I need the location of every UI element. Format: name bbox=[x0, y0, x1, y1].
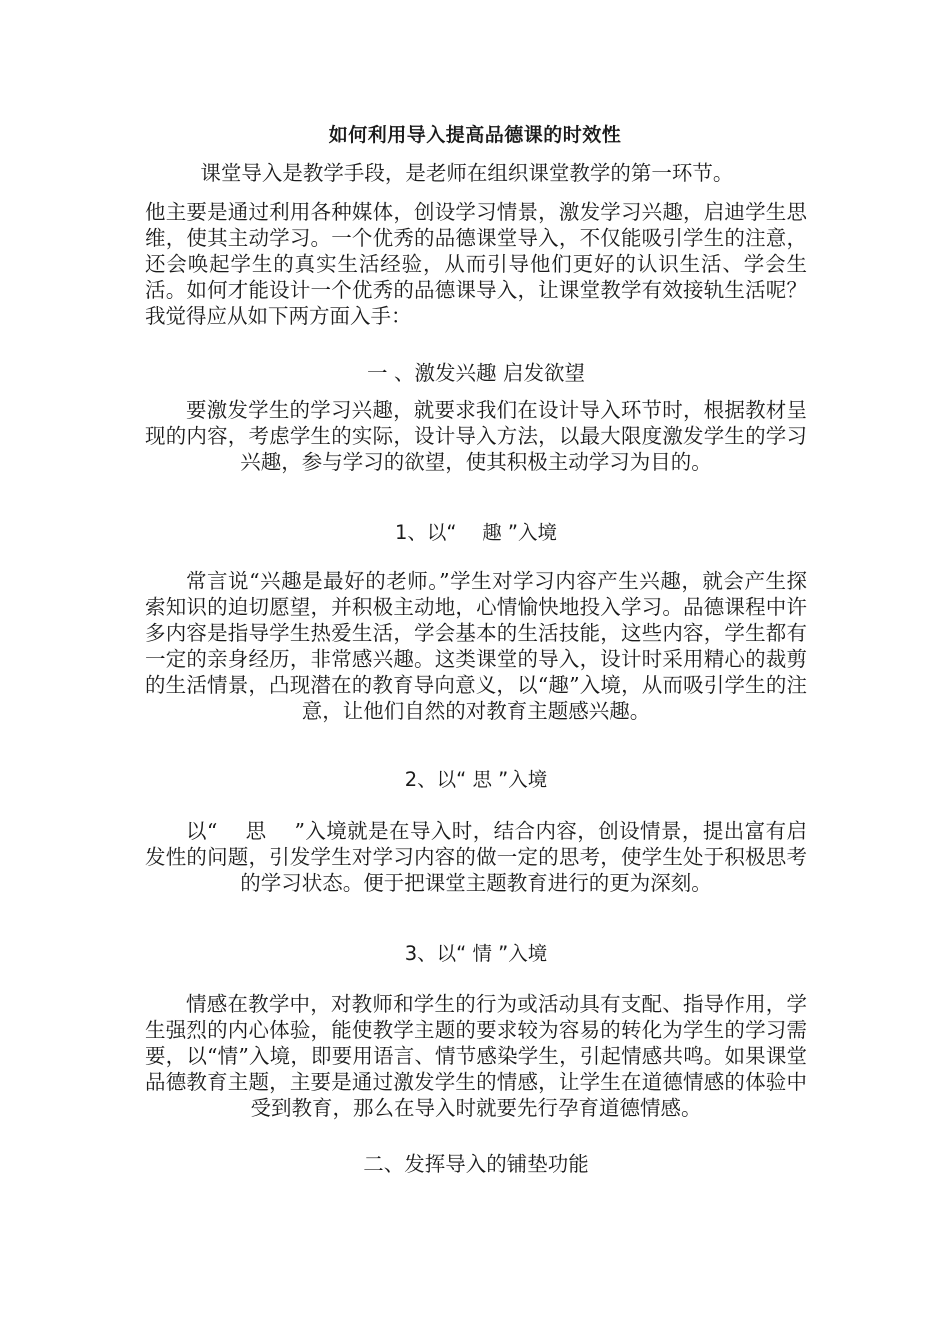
subsection-3-heading: 3、以“ 情 ”入境 bbox=[404, 942, 548, 965]
document-title: 如何利用导入提高品德课的时效性 bbox=[328, 124, 622, 146]
section-1-paragraph: 要激发学生的学习兴趣，就要求我们在设计导入环节时，根据教材呈现的内容，考虑学生的实际，设计导入方法，以最大限度激发学生的学习兴趣，参与学习的欲望，使其积极主动学习为目的。 bbox=[145, 398, 807, 474]
subsection-2-paragraph: 以“ 思 ”入境就是在导入时，结合内容，创设情景，提出富有启发性的问题，引发学生对学习内容的做一定的思考，使学生处于积极思考的学习状态。便于把课堂主题教育进行的更为深刻。 bbox=[145, 819, 807, 895]
intro-first-line: 课堂导入是教学手段，是老师在组织课堂教学的第一环节。 bbox=[200, 161, 734, 185]
intro-paragraph: 他主要是通过利用各种媒体，创设学习情景，激发学习兴趣，启迪学生思维，使其主动学习。一个优秀的品德课堂导入，不仅能吸引学生的注意，还会唤起学生的真实生活经验，从而引导他们更好的认识生活、学会生活。如何才能设计一个优秀的品德课导入，让课堂教学有效接轨生活呢？我觉得应从如下两方面入手： bbox=[145, 200, 807, 328]
section-2-heading: 二、发挥导入的铺垫功能 bbox=[363, 1152, 589, 1176]
subsection-1-paragraph: 常言说“兴趣是最好的老师。”学生对学习内容产生兴趣，就会产生探索知识的迫切愿望，并积极主动地，心情愉快地投入学习。品德课程中许多内容是指导学生热爱生活，学会基本的生活技能，这些内容，学生都有一定的亲身经历，非常感兴趣。这类课堂的导入，设计时采用精心的裁剪的生活情景，凸现潜在的教育导向意义，以“趣”入境，从而吸引学生的注意，让他们自然的对教育主题感兴趣。 bbox=[145, 569, 807, 723]
subsection-1-heading: 1、以“ 趣 ”入境 bbox=[394, 521, 557, 544]
subsection-2-heading: 2、以“ 思 ”入境 bbox=[404, 768, 548, 791]
section-1-heading: 一 、激发兴趣 启发欲望 bbox=[366, 361, 586, 385]
subsection-3-paragraph: 情感在教学中，对教师和学生的行为或活动具有支配、指导作用，学生强烈的内心体验，能使教学主题的要求较为容易的转化为学生的学习需要，以“情”入境，即要用语言、情节感染学生，引起情感共鸣。如果课堂品德教育主题，主要是通过激发学生的情感，让学生在道德情感的体验中受到教育，那么在导入时就要先行孕育道德情感。 bbox=[145, 992, 807, 1120]
